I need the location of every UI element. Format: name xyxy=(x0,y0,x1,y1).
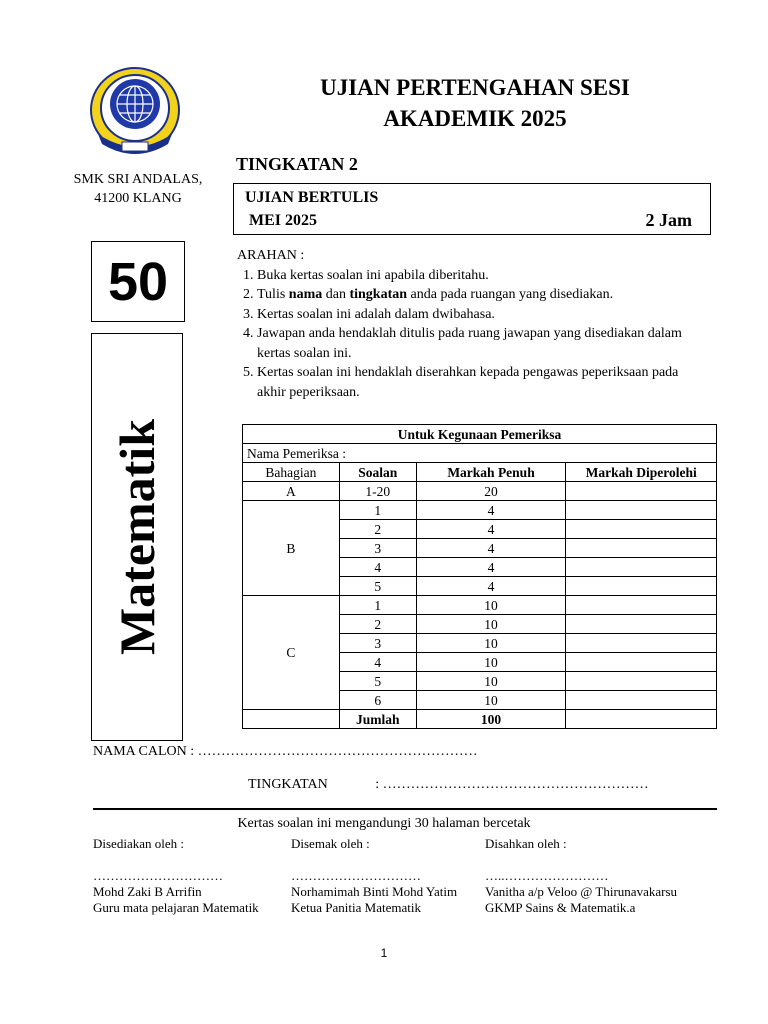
markah-cell: 10 xyxy=(416,653,566,672)
score-entry-cell[interactable] xyxy=(566,520,717,539)
soalan-cell: 2 xyxy=(339,615,416,634)
signature-role: Disemak oleh : xyxy=(291,836,370,851)
score-entry-cell[interactable] xyxy=(566,691,717,710)
divider xyxy=(93,808,717,810)
page-number: 1 xyxy=(380,946,388,960)
markah-cell: 4 xyxy=(416,539,566,558)
total-row xyxy=(243,710,717,729)
soalan-cell: 1 xyxy=(339,501,416,520)
score-entry-cell[interactable] xyxy=(566,482,717,501)
header-markah-penuh: Markah Penuh xyxy=(416,463,566,482)
score-entry-cell[interactable] xyxy=(566,634,717,653)
instruction-item: 2. Tulis nama dan tingkatan anda pada ruangan yang disediakan. xyxy=(257,285,703,305)
form-level: TINGKATAN 2 xyxy=(236,154,358,174)
exam-info-box xyxy=(233,183,711,235)
score-entry-cell[interactable] xyxy=(566,501,717,520)
exam-title xyxy=(280,72,670,134)
score-entry-cell[interactable] xyxy=(566,596,717,615)
instruction-item: 1. Buka kertas soalan ini apabila diberitahu. xyxy=(257,266,703,286)
markah-cell: 10 xyxy=(416,596,566,615)
signature-block-prepared xyxy=(93,836,259,916)
soalan-cell: 2 xyxy=(339,520,416,539)
examiner-name-cell: Nama Pemeriksa : xyxy=(243,444,717,463)
total-label: Jumlah xyxy=(339,710,416,729)
signature-name: Norhamimah Binti Mohd Yatim xyxy=(291,884,458,899)
signature-role: Disahkan oleh : xyxy=(485,836,567,851)
examiner-table xyxy=(242,424,717,729)
table-row xyxy=(243,501,717,520)
signature-line: ………………………… xyxy=(93,868,223,883)
soalan-cell: 4 xyxy=(339,558,416,577)
instructions-title: ARAHAN : xyxy=(237,248,305,263)
form-level-dots: : ………………………………………………… xyxy=(375,777,649,792)
signature-title: GKMP Sains & Matematik.a xyxy=(485,900,636,915)
signature-title: Ketua Panitia Matematik xyxy=(291,900,421,915)
instruction-item: 5. Kertas soalan ini hendaklah diserahkan kepada pengawas peperiksaan pada akhir peperiksaan. xyxy=(257,363,703,402)
subject-box xyxy=(91,333,183,741)
section-a-label: A xyxy=(243,482,340,501)
table-title: Untuk Kegunaan Pemeriksa xyxy=(243,425,717,444)
table-header-row xyxy=(243,463,717,482)
title-line-2: AKADEMIK 2025 xyxy=(383,106,567,131)
header-markah-diperolehi: Markah Diperolehi xyxy=(566,463,717,482)
markah-cell: 10 xyxy=(416,672,566,691)
signature-title: Guru mata pelajaran Matematik xyxy=(93,900,259,915)
signature-role: Disediakan oleh : xyxy=(93,836,184,851)
candidate-form-field[interactable] xyxy=(248,777,649,793)
school-postcode: 41200 KLANG xyxy=(94,191,182,206)
soalan-cell: 3 xyxy=(339,634,416,653)
paper-code-box: 50 xyxy=(91,241,185,322)
subject-label: Matematik xyxy=(109,418,165,656)
soalan-cell: 5 xyxy=(339,577,416,596)
section-c-label: C xyxy=(243,596,340,710)
markah-cell: 20 xyxy=(416,482,566,501)
soalan-cell: 4 xyxy=(339,653,416,672)
exam-type: UJIAN BERTULIS xyxy=(245,189,379,206)
signature-block-checked xyxy=(291,836,457,916)
total-blank-cell xyxy=(243,710,340,729)
exam-month: MEI 2025 xyxy=(249,212,317,229)
signature-line: …..…………………… xyxy=(485,868,609,883)
markah-cell: 10 xyxy=(416,615,566,634)
signature-line: ………………………… xyxy=(291,868,421,883)
instructions xyxy=(233,246,703,402)
signature-name: Mohd Zaki B Arrifin xyxy=(93,884,202,899)
markah-cell: 4 xyxy=(416,520,566,539)
markah-cell: 4 xyxy=(416,577,566,596)
total-score-entry-cell[interactable] xyxy=(566,710,717,729)
markah-cell: 10 xyxy=(416,634,566,653)
school-name: SMK SRI ANDALAS, xyxy=(73,172,203,187)
table-row xyxy=(243,482,717,501)
score-entry-cell[interactable] xyxy=(566,539,717,558)
exam-duration: 2 Jam xyxy=(645,210,692,230)
section-b-label: B xyxy=(243,501,340,596)
instruction-item: 4. Jawapan anda hendaklah ditulis pada ruang jawapan yang disediakan dalam kertas soalan ini. xyxy=(257,324,703,363)
soalan-cell: 1-20 xyxy=(339,482,416,501)
score-entry-cell[interactable] xyxy=(566,577,717,596)
table-row xyxy=(243,596,717,615)
soalan-cell: 5 xyxy=(339,672,416,691)
title-line-1: UJIAN PERTENGAHAN SESI xyxy=(320,75,630,100)
score-entry-cell[interactable] xyxy=(566,615,717,634)
markah-cell: 4 xyxy=(416,501,566,520)
page-count-note: Kertas soalan ini mengandungi 30 halaman bercetak xyxy=(237,816,531,831)
signature-name: Vanitha a/p Veloo @ Thirunavakarsu xyxy=(485,884,678,899)
candidate-name-field[interactable]: NAMA CALON : …………………………………………………… xyxy=(93,744,478,759)
form-level-label: TINGKATAN xyxy=(248,777,328,792)
markah-cell: 4 xyxy=(416,558,566,577)
soalan-cell: 3 xyxy=(339,539,416,558)
score-entry-cell[interactable] xyxy=(566,653,717,672)
score-entry-cell[interactable] xyxy=(566,672,717,691)
header-bahagian: Bahagian xyxy=(243,463,340,482)
school-logo xyxy=(88,64,182,160)
markah-cell: 10 xyxy=(416,691,566,710)
instructions-list xyxy=(233,266,703,403)
score-entry-cell[interactable] xyxy=(566,558,717,577)
instruction-item: 3. Kertas soalan ini adalah dalam dwibahasa. xyxy=(257,305,703,325)
header-soalan: Soalan xyxy=(339,463,416,482)
soalan-cell: 6 xyxy=(339,691,416,710)
soalan-cell: 1 xyxy=(339,596,416,615)
total-value: 100 xyxy=(416,710,566,729)
signature-block-approved xyxy=(485,836,677,916)
school-address xyxy=(70,170,206,208)
